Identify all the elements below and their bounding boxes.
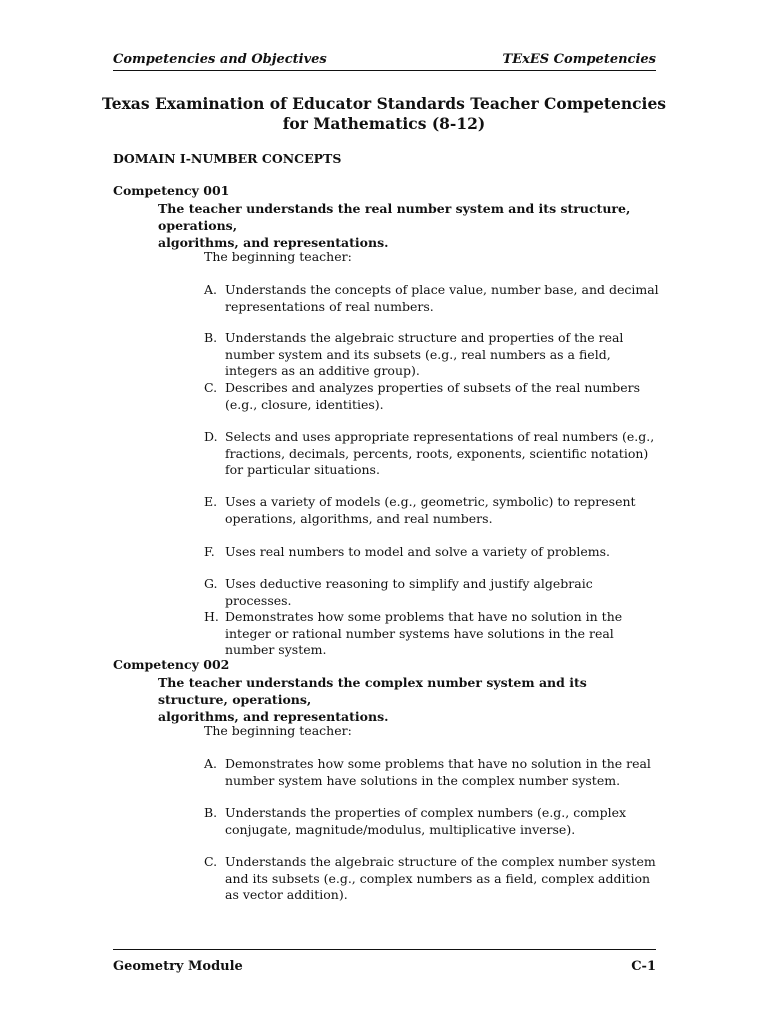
list-item — [204, 609, 660, 659]
item-letter: A. — [204, 282, 218, 297]
item-letter: H. — [204, 609, 219, 624]
domain-heading: DOMAIN I-NUMBER CONCEPTS — [113, 151, 342, 166]
item-letter: A. — [204, 756, 218, 771]
item-text: Understands the concepts of place value, number base, and decimal representations of real numbers. — [225, 282, 659, 314]
list-item — [204, 380, 660, 413]
item-text: Understands the properties of complex numbers (e.g., complex conjugate, magnitude/modulus, multiplicative inverse). — [225, 805, 627, 837]
item-text: Understands the algebraic structure of the complex number system and its subsets (e.g., complex numbers as a field, complex addition as vector addition). — [225, 854, 656, 902]
item-letter: G. — [204, 576, 218, 591]
item-text: Uses a variety of models (e.g., geometric, symbolic) to represent operations, algorithms, and real numbers. — [225, 494, 636, 526]
competency-heading: Competency 001 — [113, 183, 230, 198]
competency-heading: Competency 002 — [113, 657, 230, 672]
header-document-title: TExES Competencies — [502, 52, 656, 67]
list-item — [204, 330, 660, 380]
item-letter: C. — [204, 854, 218, 869]
item-text: Demonstrates how some problems that have no solution in the integer or rational number systems have solutions in the real number system. — [225, 609, 623, 657]
item-letter: E. — [204, 494, 218, 509]
header-section-title: Competencies and Objectives — [113, 52, 327, 67]
item-text: Describes and analyzes properties of subsets of the real numbers (e.g., closure, identities). — [225, 380, 641, 412]
running-header — [113, 47, 656, 67]
item-text: Uses real numbers to model and solve a variety of problems. — [225, 544, 611, 559]
title-line-2: for Mathematics (8-12) — [282, 114, 486, 133]
item-letter: B. — [204, 330, 218, 345]
competency-statement — [158, 200, 658, 251]
item-text: Demonstrates how some problems that have no solution in the real number system have solutions in the complex number system. — [225, 756, 651, 788]
item-letter: B. — [204, 805, 218, 820]
item-letter: F. — [204, 544, 215, 559]
title-line-1: Texas Examination of Educator Standards Teacher Competencies — [101, 94, 667, 113]
item-text: Understands the algebraic structure and properties of the real number system and its subsets (e.g., real numbers as a field, integers as an additive group). — [225, 330, 624, 378]
competency-statement-line: The teacher understands the real number system and its structure, operations, — [158, 201, 631, 233]
item-letter: D. — [204, 429, 218, 444]
intro-text: The beginning teacher: — [204, 723, 352, 738]
list-item — [204, 429, 660, 479]
list-item — [204, 576, 660, 609]
competency-statement — [158, 674, 658, 725]
list-item — [204, 756, 660, 789]
list-item — [204, 544, 660, 561]
item-text: Selects and uses appropriate representations of real numbers (e.g., fractions, decimals, percents, roots, exponents, scientific notation) for particular situations. — [225, 429, 655, 477]
list-item — [204, 805, 660, 838]
item-letter: C. — [204, 380, 218, 395]
header-divider — [113, 70, 656, 71]
list-item — [204, 494, 660, 527]
intro-text: The beginning teacher: — [204, 249, 352, 264]
footer-module-name: Geometry Module — [113, 959, 243, 974]
page-title — [100, 94, 668, 134]
running-footer — [113, 959, 656, 974]
item-text: Uses deductive reasoning to simplify and justify algebraic processes. — [225, 576, 593, 608]
page-number: C-1 — [631, 959, 656, 974]
competency-statement-line: The teacher understands the complex number system and its structure, operations, — [158, 675, 587, 707]
list-item — [204, 282, 660, 315]
competency-statement-line: algorithms, and representations. — [158, 235, 389, 250]
competency-statement-line: algorithms, and representations. — [158, 709, 389, 724]
footer-divider — [113, 949, 656, 950]
list-item — [204, 854, 660, 904]
